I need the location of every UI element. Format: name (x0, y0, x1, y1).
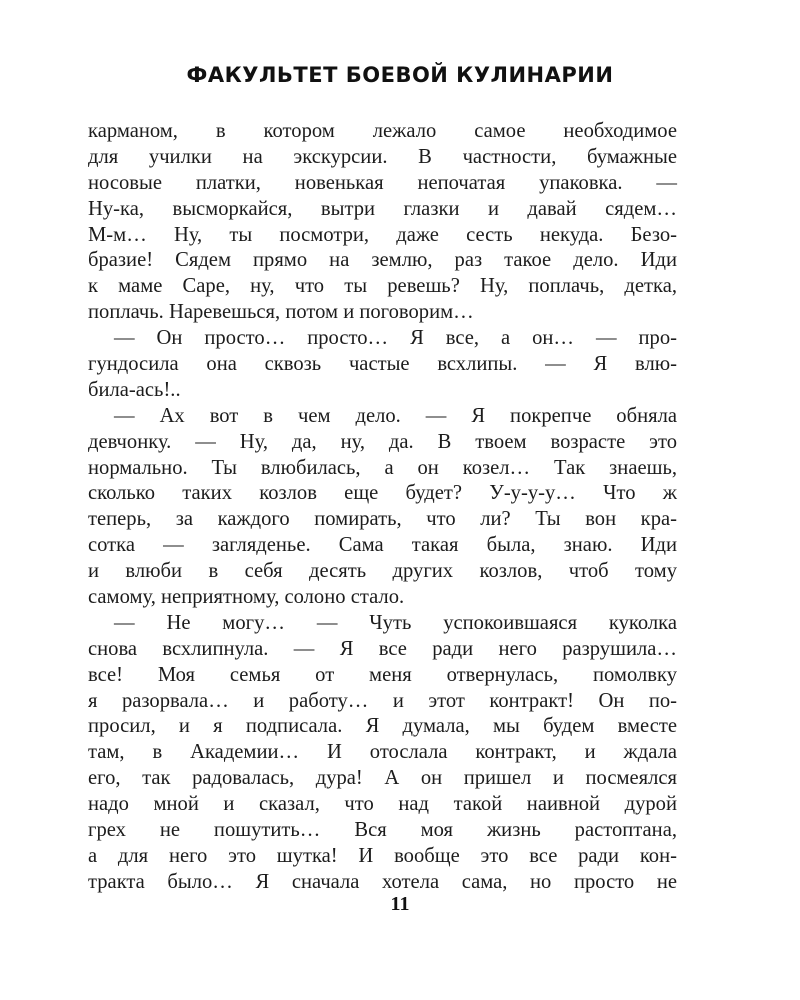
text-line: я разорвала… и работу… и этот контракт! Он по- (88, 689, 677, 712)
text-line: самому, неприятному, солоно стало. (88, 586, 405, 609)
text-line: М-м… Ну, ты посмотри, даже сесть некуда. Безо- (88, 223, 677, 246)
text-line: просил, и я подписала. Я думала, мы будем вместе (88, 715, 677, 738)
text-line: гундосила она сквозь частые всхлипы. — Я влю- (88, 353, 677, 376)
text-line: к маме Саре, ну, что ты ревешь? Ну, поплачь, детка, (88, 275, 677, 298)
text-line: его, так радовалась, дура! А он пришел и посмеялся (88, 767, 677, 790)
body-text (88, 119, 677, 896)
text-line: бразие! Сядем прямо на землю, раз такое дело. Иди (88, 249, 677, 272)
text-line: девчонку. — Ну, да, ну, да. В твоем возрасте это (88, 430, 677, 453)
text-line: и влюби в себя десять других козлов, чтоб тому (88, 560, 677, 583)
text-line: нормально. Ты влюбилась, а он козел… Так знаешь, (88, 456, 677, 479)
text-line: надо мной и сказал, что над такой наивной дурой (88, 793, 677, 816)
text-line: для училки на экскурсии. В частности, бумажные (88, 145, 677, 168)
text-line: Ну-ка, высморкайся, вытри глазки и давай сядем… (88, 197, 677, 220)
text-line: тракта было… Я сначала хотела сама, но просто не (88, 870, 677, 893)
text-line: теперь, за каждого помирать, что ли? Ты вон кра- (88, 508, 677, 531)
text-line: — Ах вот в чем дело. — Я покрепче обняла (114, 404, 677, 427)
text-line: все! Моя семья от меня отвернулась, помолвку (88, 663, 677, 686)
text-line: там, в Академии… И отослала контракт, и ждала (88, 741, 677, 764)
text-line: а для него это шутка! И вообще это все ради кон- (88, 844, 677, 867)
text-line: поплачь. Наревешься, потом и поговорим… (88, 301, 474, 324)
text-line: — Не могу… — Чуть успокоившаяся куколка (114, 611, 677, 634)
text-line: карманом, в котором лежало самое необходимое (88, 120, 677, 142)
text-line: грех не пошутить… Вся моя жизнь растоптана, (88, 819, 677, 842)
text-line: сколько таких козлов еще будет? У-у-у-у… Что ж (88, 482, 677, 505)
text-line: сотка — загляденье. Сама такая была, знаю. Иди (88, 534, 677, 557)
text-line: била-ась!.. (88, 378, 181, 401)
text-line: — Он просто… просто… Я все, а он… — про- (114, 327, 677, 350)
running-header: ФАКУЛЬТЕТ БОЕВОЙ КУЛИНАРИИ (186, 63, 614, 87)
text-line: носовые платки, новенькая непочатая упаковка. — (88, 171, 677, 194)
text-line: снова всхлипнула. — Я все ради него разрушила… (88, 637, 677, 660)
page-number: 11 (390, 893, 410, 915)
